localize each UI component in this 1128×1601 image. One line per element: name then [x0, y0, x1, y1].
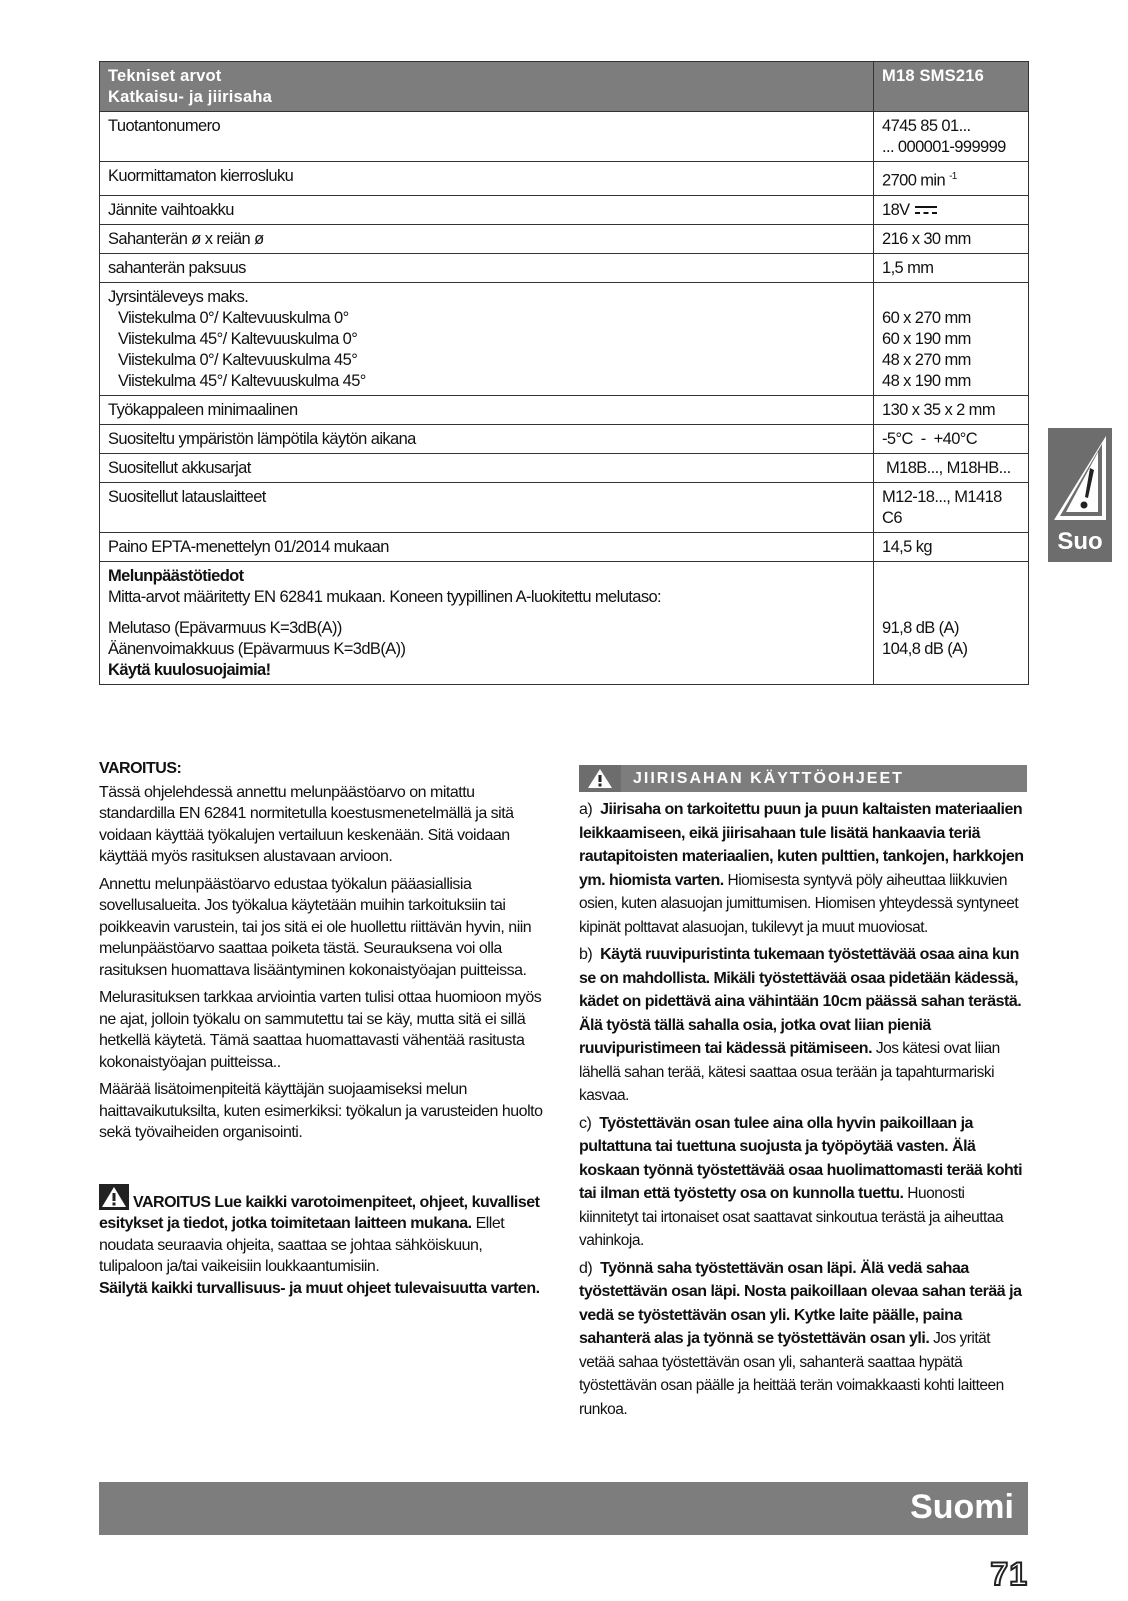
table-row: Suositellut akkusarjat M18B..., M18HB... [100, 453, 1029, 482]
miter-saw-instructions [579, 798, 1027, 1425]
paragraph: Määrää lisätoimenpiteitä käyttäjän suojaamiseksi melun haittavaikutuksilta, kuten esimerkiksi: työkalun ja varusteiden huolto sekä työvaiheiden organisointi. [99, 1081, 543, 1141]
list-item: c) Työstettävän osan tulee aina olla hyvin paikoillaan ja pultattuna tai tuettuna suojusta ja työpöytää vasten. Älä koskaan työnnä työstettävää osaa huolimattomasti terää kohti tai ilman että työstetty osa on kunnolla tuettu. Huonosti kiinnitetyt tai irtonaiset osat saattavat sinkoutua terästä ja aiheuttaa vahinkoja. [579, 1114, 1023, 1249]
list-item: d) Työnnä saha työstettävän osan läpi. Älä vedä sahaa työstettävän osan läpi. Nosta paikoillaan olevaa sahan terää ja vedä se työstettävän osan yli. Kytke laite päälle, paina sahanterä alas ja työnnä se työstettävän osan yli. Jos yrität vetää sahaa työstettävän osan yli, sahanterä saattaa hypätä työstettävän osan päälle ja heittää terän voimakkaasti kohti laitteen runkoa. [579, 1259, 1022, 1418]
warning-triangle-icon [1054, 436, 1106, 520]
table-row: Paino EPTA-menettelyn 01/2014 mukaan 14,5 kg [100, 532, 1029, 561]
list-item: a) Jiirisaha on tarkoitettu puun ja puun kaltaisten materiaalien leikkaamiseen, eikä jiirisahaan tule lisätä hankaavia teriä rautapitoisten materiaalien, kuten pulttien, tankojen, harkkojen ym. hiomista varten. Hiomisesta syntyvä pöly aiheuttaa liikkuvien osien, kuten alasuojan jumittumisen. Hiomisen yhteydessä syntyneet kipinät polttavat alasuojan, tukilevyt ja muut muoviosat. [579, 801, 1024, 936]
page-number: 71 [990, 1556, 1028, 1592]
table-row: Työkappaleen minimaalinen 130 x 35 x 2 mm [100, 395, 1029, 424]
dc-symbol-icon [914, 204, 938, 216]
warning-icon [99, 1184, 129, 1210]
general-safety-warning: VAROITUS Lue kaikki varotoimenpiteet, ohjeet, kuvalliset esitykset ja tiedot, jotka toimitetaan laitteen mukana. Ellet noudata seuraavia ohjeita, saattaa se johtaa sähköiskuun, tulipaloon ja/tai vaikeisiin loukkaantumisiin. Säilytä kaikki turvallisuus- ja muut ohjeet tulevaisuutta varten. [99, 1184, 545, 1300]
table-header-row [100, 62, 1029, 112]
table-row: sahanterän paksuus 1,5 mm [100, 253, 1029, 282]
section-title: JIIRISAHAN KÄYTTÖOHJEET [633, 770, 904, 787]
paragraph: Tässä ohjelehdessä annettu melunpäästöarvo on mitattu standardilla EN 62841 normitetulla koestusmenetelmällä ja sitä voidaan käyttää työkalujen vertailuun keskenään. Sitä voidaan käyttää myös rasituksen alustavaan arvioon. [99, 783, 514, 865]
noise-emission-row: Melunpäästötiedot Mitta-arvot määritetty EN 62841 mukaan. Koneen tyypillinen A-luokitettu melutaso: Melutaso (Epävarmuus K=3dB(A)) Äänenvoimakkuus (Epävarmuus K=3dB(A)) Käytä kuulosuojaimia! 91,8 dB (A) 104,8 dB (A) [100, 561, 1029, 684]
table-row: Suositeltu ympäristön lämpötila käytön aikana -5°C - +40°C [100, 424, 1029, 453]
warning-icon [587, 768, 613, 789]
table-row: Tuotantonumero 4745 85 01... ... 000001-999999 [100, 112, 1029, 162]
technical-data-table [99, 61, 1029, 685]
table-row: Sahanterän ø x reiän ø 216 x 30 mm [100, 224, 1029, 253]
section-header [579, 765, 1027, 792]
side-tab-label: Suo [1057, 528, 1103, 555]
language-side-tab [1048, 428, 1112, 562]
list-item: b) Käytä ruuvipuristinta tukemaan työstettävää osaa aina kun se on mahdollista. Mikäli työstettävää osaa pidetään kädessä, kädet on pidettävä aina vähintään 10cm päässä sahan terästä. Älä työstä tällä sahalla osia, jotka ovat liian pieniä ruuvipuristimeen tai kädessä pitämiseen. Jos kätesi ovat liian lähellä sahan terää, kätesi saattaa osua terään ja tapahturmariski kasvaa. [579, 946, 1022, 1104]
warning-heading: VAROITUS: [99, 760, 182, 777]
table-header-model: M18 SMS216 [874, 62, 1029, 112]
table-row: Jyrsintäleveys maks. Viistekulma 0°/ Kaltevuuskulma 0° Viistekulma 45°/ Kaltevuuskulma 0° Viistekulma 0°/ Kaltevuuskulma 45° Viistekulma 45°/ Kaltevuuskulma 45° 60 x 270 mm 60 x 190 mm 48 x 270 mm 48 x 190 mm [100, 282, 1029, 395]
paragraph: Melurasituksen tarkkaa arviointia varten tulisi ottaa huomioon myös ne ajat, jolloin työkalu on sammutettu tai se käy, mutta sitä ei sillä hetkellä käytetä. Tämä saattaa huomattavasti vähentää rasitusta kokonaistyöajan puitteissa.. [99, 989, 542, 1071]
table-row: Jännite vaihtoakku 18V [100, 195, 1029, 224]
table-row: Kuormittamaton kierrosluku 2700 min $^{-1}$ [100, 162, 1029, 196]
paragraph: Annettu melunpäästöarvo edustaa työkalun pääasiallisia sovellusalueita. Jos työkalua käytetään muihin tarkoituksiin tai poikkeavin varustein, tai jos sitä ei ole huollettu riittävän hyvin, niin melunpäästöarvo saattaa poiketa tästä. Seurauksena voi olla rasituksen huomattava lisääntyminen kokonaistyöajan puitteissa. [99, 875, 532, 979]
noise-warning-section [99, 758, 545, 1299]
table-header-title: Tekniset arvot Katkaisu- ja jiirisaha [100, 62, 874, 112]
footer-language-bar [99, 1482, 1028, 1535]
table-row: Suositellut latauslaitteet M12-18..., M1418 C6 [100, 482, 1029, 532]
footer-language: Suomi [910, 1488, 1014, 1526]
